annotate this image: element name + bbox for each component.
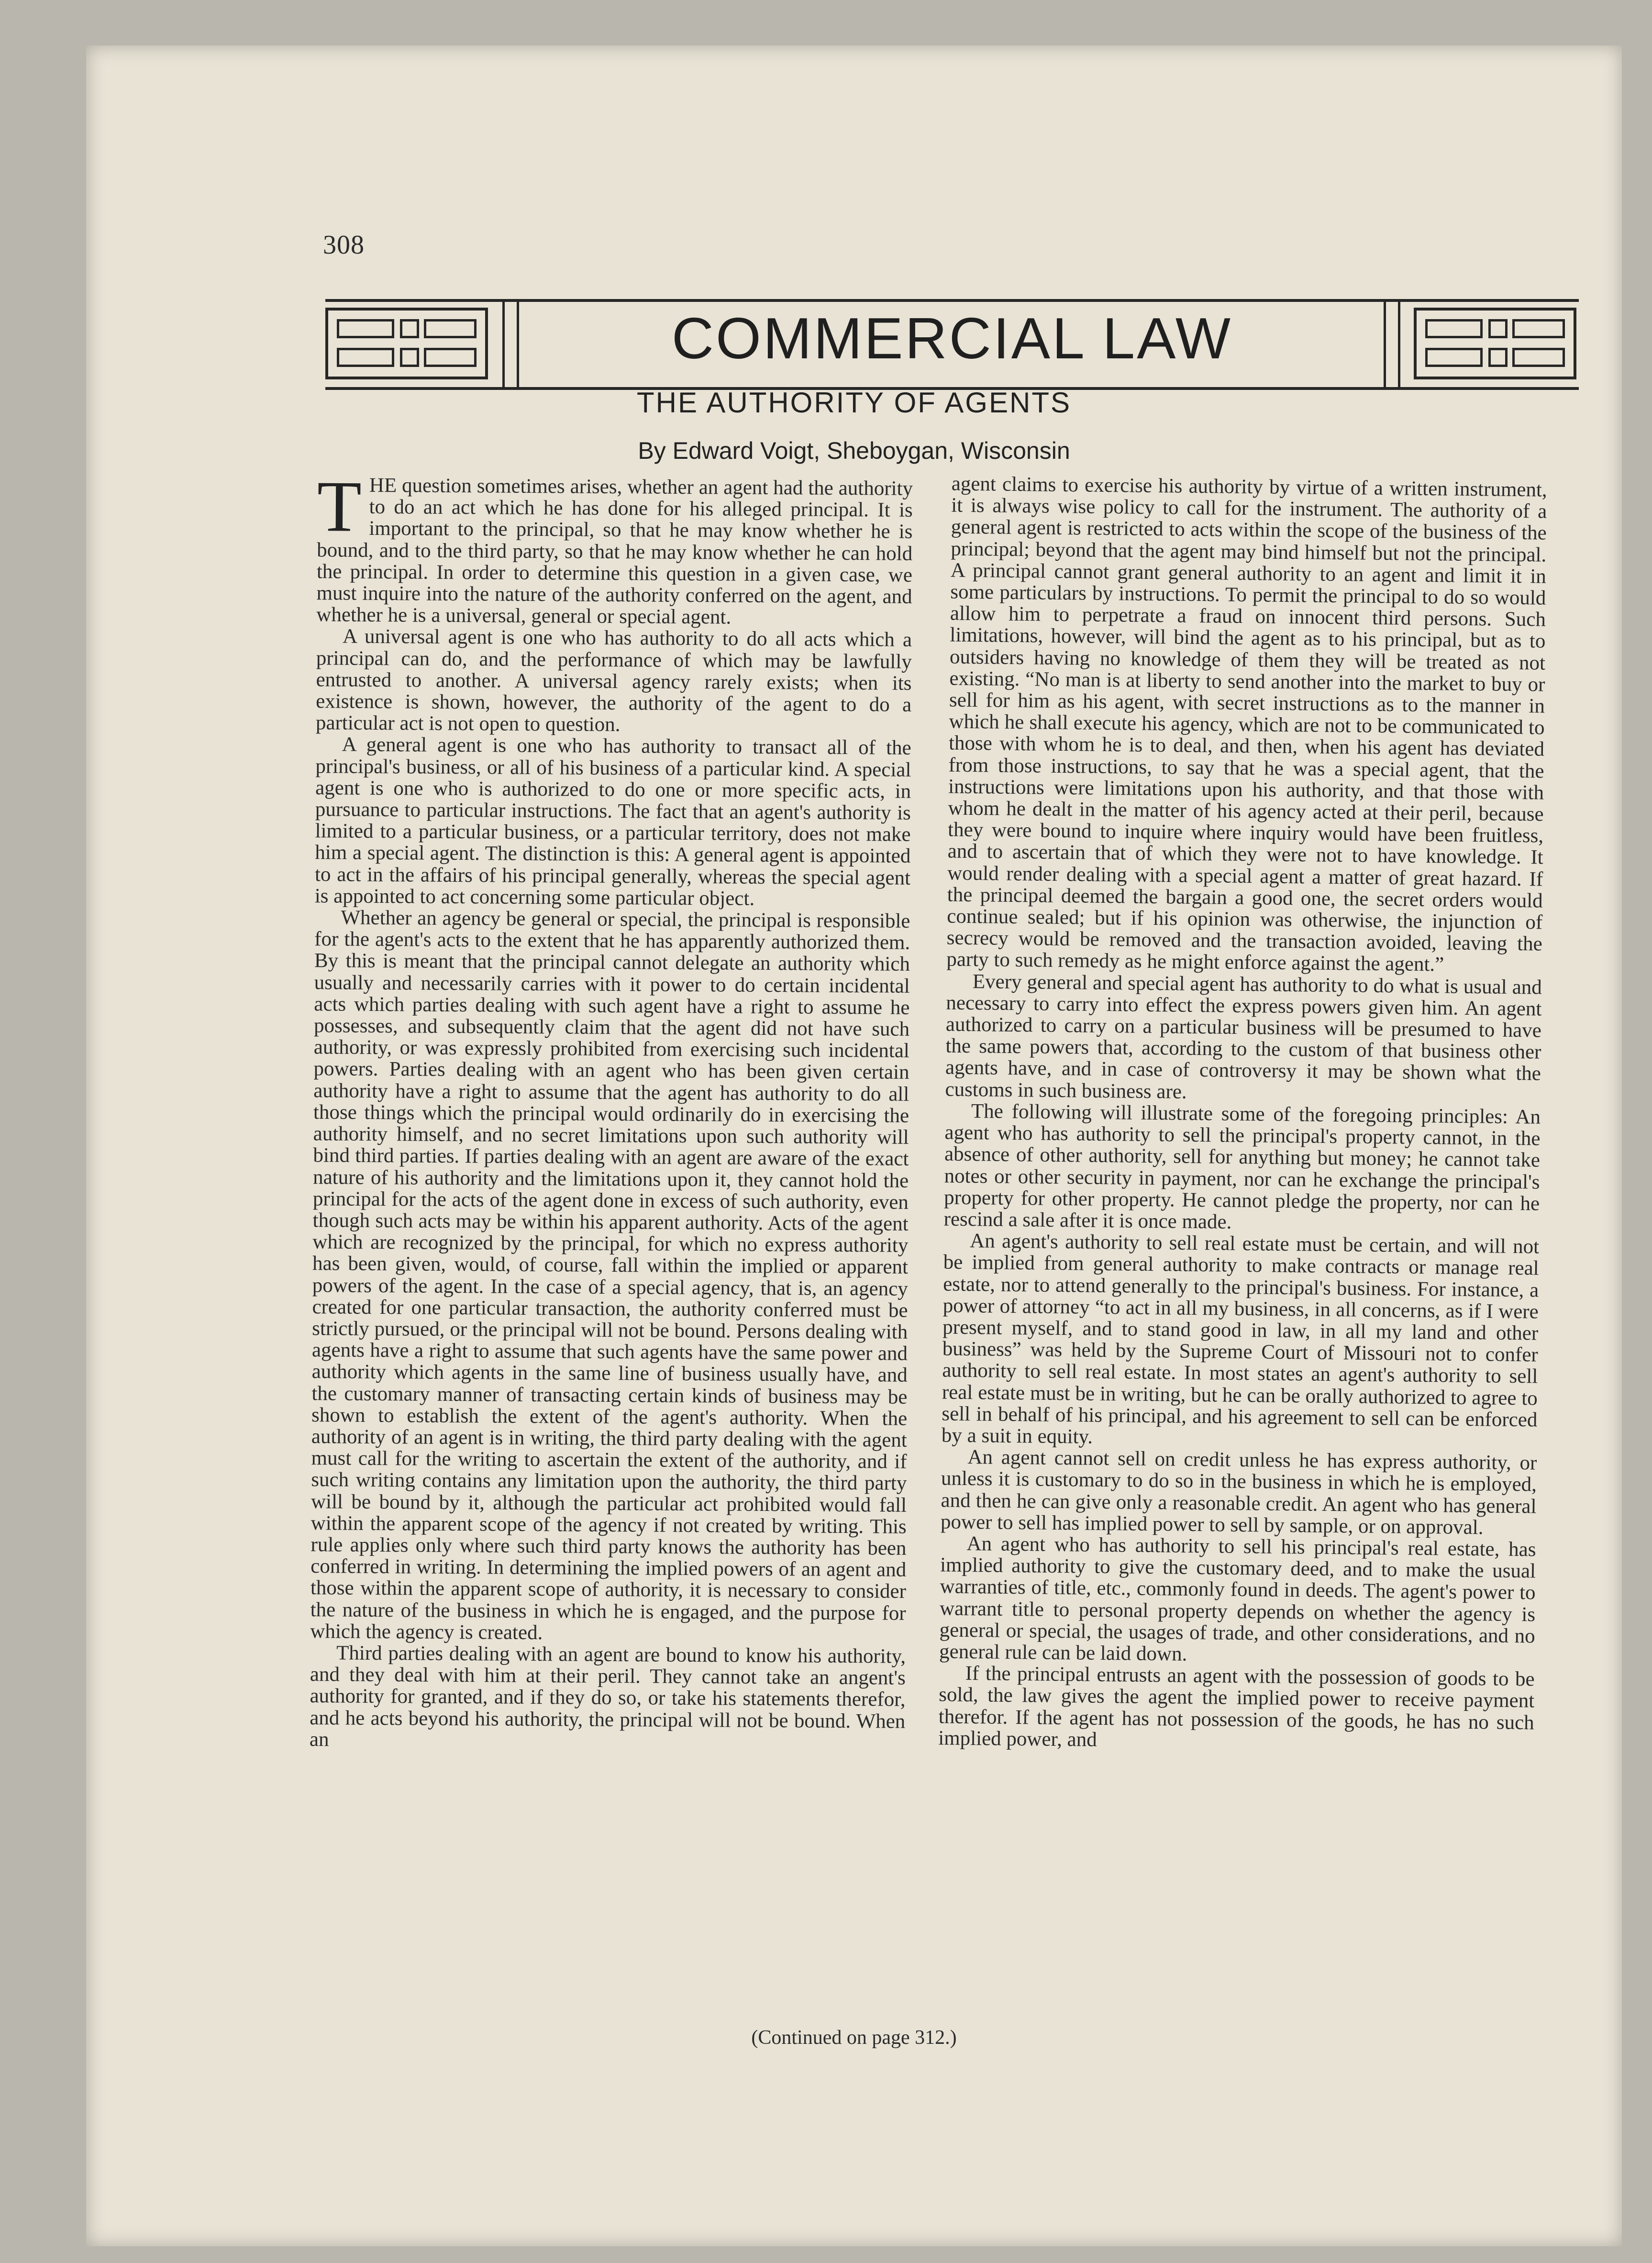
continued-note: (Continued on page 312.) xyxy=(751,2027,957,2049)
journal-page xyxy=(86,45,1622,2246)
paragraph: The following will illustrate some of the foregoing principles: An agent who has authority to sell the principal's property cannot, in the absence of other authority, sell for anything but money; he cannot take notes or other security in payment, nor can he exchange the principal's property for other property. He cannot pledge the property, nor can he rescind a sale after it is once made. xyxy=(943,1099,1541,1233)
paragraph: An agent cannot sell on credit unless he has express authority, or unless it is customary to do so in the business in which he is employed, and then he can give only a reasonable credit. An agent who has general power to sell has implied power to sell by sample, or on approval. xyxy=(940,1446,1537,1539)
paragraph: Third parties dealing with an agent are bound to know his authority, and they deal with him at their peril. They cannot take an angent's authority for granted, and if they do so, or take his statements therefor, and he acts beyond his authority, the principal will not be bound. When an xyxy=(309,1642,906,1751)
paragraph: A general agent is one who has authority to transact all of the principal's business, or all of his business of a particular kind. A special agent is one who is authorized to do one or more specific acts, in pursuance to particular instructions. The fact that an agent's authority is limited to a particular business, or a particular territory, does not make him a special agent. The distinction is this: A general agent is appointed to act in the affairs of his principal generally, whereas the special agent is appointed to act concerning some particular object. xyxy=(314,733,911,910)
left-column xyxy=(309,466,913,1754)
article-title: THE AUTHORITY OF AGENTS xyxy=(636,387,1071,419)
drop-cap: T xyxy=(317,466,362,547)
section-banner xyxy=(325,299,1579,390)
paragraph: THE question sometimes arises, whether an agent had the authority to do an act which he has done for his alleged principal. It is important to the principal, so that he may know whether he is bound, and to the third party, so that he may know whether he can hold the principal. In order to determine this question in a given case, we must inquire into the nature of the authority conferred on the agent, and whether he is a universal, general or special agent. xyxy=(316,466,913,629)
right-column xyxy=(938,473,1547,1755)
byline: By Edward Voigt, Sheboygan, Wisconsin xyxy=(638,437,1070,464)
paragraph: Every general and special agent has authority to do what is usual and necessary to carry into effect the express powers given him. An agent authorized to carry on a particular business will be presumed to have the same powers that, according to the custom of that business other agents have, and in case of controversy it may be shown what the customs in such business are. xyxy=(945,970,1542,1103)
paragraph: A universal agent is one who has authority to do all acts which a principal can do, and the performance of which may be lawfully entrusted to another. A universal agency rarely exists; when its existence is shown, however, the authority of the agent to do a particular act is not open to question. xyxy=(315,625,912,736)
paragraph: Whether an agency be general or special, the principal is responsible for the agent's acts to the extent that he has apparently authorized them. By this is meant that the principal cannot delegate an authority which usually and necessarily carries with it power to do certain incidental acts which parties dealing with such agent have a right to assume he possesses, and subsequently claim that the agent did not have such authority, or was expressly prohibited from exercising such incidental powers. Parties dealing with an agent who has been given certain authority have a right to assume that the agent has authority to do all those things which the principal would ordinarily do in exercising the authority himself, and no secret limitations upon such authority will bind third parties. If parties dealing with an agent are aware of the exact nature of his authority and the limitations upon it, they cannot hold the principal for the acts of the agent done in excess of such authority, even though such acts may be within his apparent authority. Acts of the agent which are recognized by the principal, for which no express authority has been given, would, of course, fall within the implied or apparent powers of the agent. In the case of a special agency, that is, an agency created for one particular transaction, the authority conferred must be strictly pursued, or the principal will not be bound. Persons dealing with agents have a right to assume that such agents have the same power and authority which agents in the same line of business usually have, and the customary manner of transacting certain kinds of business may be shown to establish the extent of the agent's authority. When the authority of an agent is in writing, the third party dealing with the agent must call for the writing to ascertain the extent of the authority, and if such writing contains any limitation upon the authority, the third party will be bound by it, although the particular act prohibited would fall within the apparent scope of the agency if not created by writing. This rule applies only where such third party knows the authority has been conferred in writing. In determining the implied powers of an agent and those within the apparent scope of authority, it is necessary to consider the nature of the business in which he is engaged, and the purpose for which the agency is created. xyxy=(310,906,910,1644)
paragraph: An agent's authority to sell real estate must be certain, and will not be implied from general authority to make contracts or manage real estate, nor to attend generally to the principal's business. For instance, a power of attorney “to act in all my business, in all concerns, as if I were present myself, and to stand good in law, in all my land and other business” was held by the Supreme Court of Missouri not to confer authority to sell real estate. In most states an agent's authority to sell real estate must be in writing, but he can be orally authorized to agree to sell in behalf of his principal, and his agreement to sell can be enforced by a suit in equity. xyxy=(941,1230,1540,1448)
paragraph: agent claims to exercise his authority by virtue of a written instrument, it is always wise policy to call for the instrument. The authority of a general agent is restricted to acts within the scope of the business of the principal; beyond that the agent may bind himself but not the principal. A principal cannot grant general authority to an agent and limit it in some particulars by instructions. To permit the principal to do so would allow him to perpetrate a fraud on innocent third persons. Such limitations, however, will bind the agent as to his principal, but as to outsiders having no knowledge of them they will be treated as not existing. “No man is at liberty to send another into the market to buy or sell for him as his agent, with secret instructions as to the manner in which he shall execute his agency, which are not to be communicated to those with whom he is to deal, and then, when his agent has deviated from those instructions, to say that he was a special agent, that the instructions were limitations upon his authority, and that those with whom he dealt in the matter of his agency acted at their peril, because they were bound to inquire where inquiry would have been fruitless, and to ascertain that of which they were not to have knowledge. It would render dealing with a special agent a matter of great hazard. If the principal deemed the bargain a good one, the secret orders would continue sealed; but if his opinion was otherwise, the injunction of secrecy would be removed and the transaction avoided, leaving the party to such remedy as he might enforce against the agent.” xyxy=(946,472,1547,976)
paragraph: If the principal entrusts an agent with the possession of goods to be sold, the law gives the agent the implied power to receive payment therefor. If the agent has not possession of the goods, he has no such implied power, and xyxy=(938,1662,1535,1751)
page-number: 308 xyxy=(323,230,365,260)
paragraph: An agent who has authority to sell his principal's real estate, has implied authority to give the customary deed, and to make the usual warranties of title, etc., commonly found in deeds. The agent's power to warrant title to personal property depends on whether the agency is general or special, the usages of trade, and other considerations, and no general rule can be laid down. xyxy=(939,1532,1536,1665)
banner-top-rule xyxy=(325,299,1579,302)
section-title: COMMERCIAL LAW xyxy=(671,306,1233,371)
